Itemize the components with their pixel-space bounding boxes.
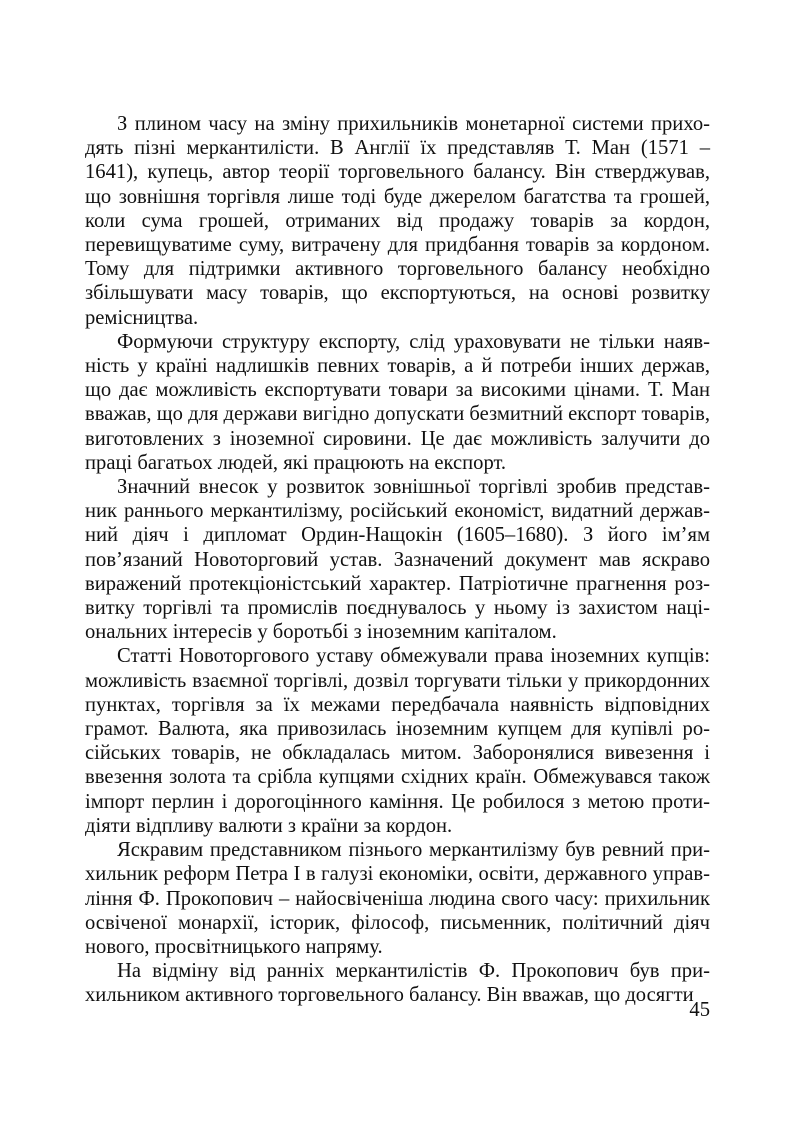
paragraph-2: Формуючи структуру експорту, слід ураховувати не тільки наявність у країні надлишків певних товарів, а й потреби інших держав, що дає можливість експортувати товари за високими цінами. Т. Ман вважав, що для держави вигідно допускати безмитний експорт товарів, виготовлених з іноземної сировини. Це дає можливість залучити до праці багатьох людей, які працюють на експорт.	[85, 330, 710, 474]
page-number: 45	[689, 999, 710, 1021]
paragraph-6: На відміну від ранніх меркантилістів Ф. Прокопович був прихильником активного торговельного балансу. Він вважав, що досягти	[85, 960, 710, 1007]
paragraph-3: Значний внесок у розвиток зовнішньої торгівлі зробив представник раннього меркантилізму, російський економіст, видатний державний діяч і дипломат Ордин-Нащокін (1605–1680). З його ім’ям пов’язаний Новоторговий устав. Зазначений документ мав яскраво виражений протекціоністський характер. Патріотичне прагнення розвитку торгівлі та промислів поєднувалось у ньому із захистом національних інтересів у боротьбі з іноземним капіталом.	[85, 476, 710, 644]
paragraph-4: Статті Новоторгового уставу обмежували права іноземних купців: можливість взаємної торгівлі, дозвіл торгувати тільки у прикордонних пунктах, торгівля за їх межами передбачала наявність відповідних грамот. Валюта, яка привозилась іноземним купцем для купівлі російських товарів, не обкладалась митом. Заборонялися вивезення і ввезення золота та срібла купцями східних країн. Обмежувався також імпорт перлин і дорогоцінного каміння. Це робилося з метою протидіяти відпливу валюти з країни за кордон.	[85, 645, 710, 837]
body-text	[85, 112, 710, 1008]
paragraph-5: Яскравим представником пізнього меркантилізму був ревний прихильник реформ Петра І в галузі економіки, освіти, державного управління Ф. Прокопович – найосвіченіша людина свого часу: прихильник освіченої монархії, історик, філософ, письменник, політичний діяч нового, просвітницького напряму.	[85, 839, 710, 958]
paragraph-1: З плином часу на зміну прихильників монетарної системи приходять пізні меркантилісти. В Англії їх представляв Т. Ман (1571 – 1641), купець, автор теорії торговельного балансу. Він стверджував, що зовнішня торгівля лише тоді буде джерелом багатства та грошей, коли сума грошей, отриманих від продажу товарів за кордон, перевищуватиме суму, витрачену для придбання товарів за кордоном. Тому для підтримки активного торговельного балансу необхідно збільшувати масу товарів, що експортуються, на основі розвитку ремісництва.	[85, 113, 710, 329]
